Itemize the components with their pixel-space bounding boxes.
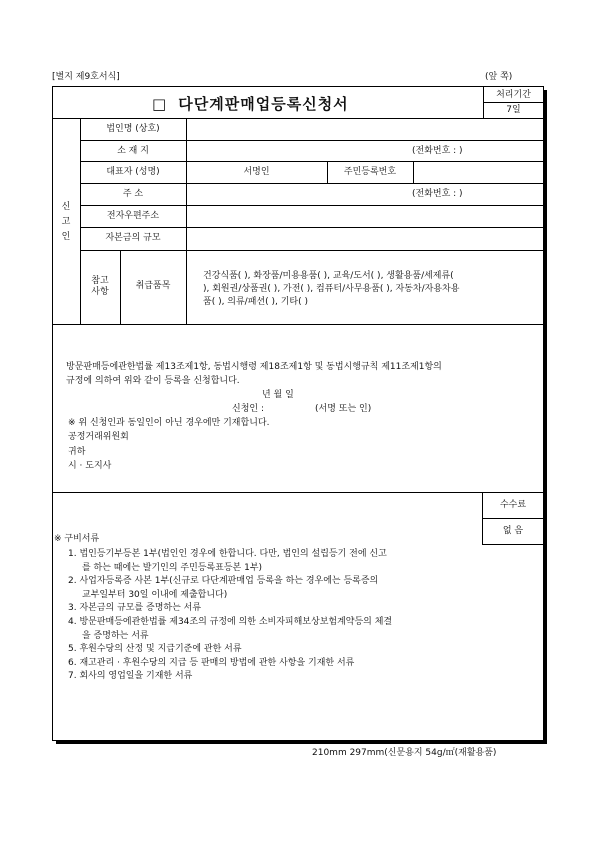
handled-items-options[interactable]: 건강식품( ), 화장품/미용용품( ), 교육/도서( ), 생활용품/세제류( ), 회원권/상품권( ), 가전( ), 컴퓨터/사무용품( ), 자동차/자용차용 품( ), 의류/패션( ), 기타( ) (203, 271, 460, 307)
home-address-field[interactable] (188, 185, 408, 204)
home-address-label: 주 소 (122, 189, 144, 199)
doc-item: 를 하는 때에는 발기인의 주민등록표등본 1부) (82, 562, 263, 573)
processing-period-label: 처리기간 (496, 90, 531, 100)
paper-spec: 210mm 297mm(신문용지 54g/㎡(재활용품) (312, 748, 497, 758)
page-side-label: (앞 쪽) (485, 72, 513, 82)
doc-item: 3. 자본금의 규모를 증명하는 서류 (68, 603, 202, 614)
home-phone-field[interactable]: (전화번호 : ) (412, 189, 463, 199)
handled-items-label: 취급품목 (135, 281, 171, 291)
required-docs-list (68, 548, 392, 684)
required-docs-heading: ※ 구비서류 (54, 534, 100, 544)
signature-note: (서명 또는 인) (315, 404, 372, 414)
doc-item: 을 증명하는 서류 (82, 630, 149, 641)
recipient-ftc: 공정거래위원회 (68, 432, 129, 442)
representative-label: 대표자 (성명) (106, 167, 160, 177)
business-address-label: 소 재 지 (117, 146, 149, 156)
doc-item: 7. 회사의 영업일을 기재한 서류 (68, 671, 193, 682)
signer-label: 서명인 (243, 167, 270, 177)
recipient-governor: 시 · 도지사 (68, 461, 112, 471)
applicant-group-label: 신 고 인 (61, 202, 71, 242)
fee-value: 없 음 (502, 526, 524, 536)
applicant-signature-label: 신청인 : (232, 404, 264, 414)
reference-label: 참고 사항 (91, 276, 109, 297)
doc-item: 1. 법인등기부등본 1부(법인인 경우에 한합니다. 다만, 법인의 설립등기 전에 신고 (68, 549, 387, 559)
statement-note: ※ 위 신청인과 동일인이 아닌 경우에만 기재합니다. (68, 418, 270, 428)
statement-line-2: 규정에 의하여 위와 같이 등록을 신청합니다. (66, 376, 240, 386)
form-number: [별지 제9호서식] (52, 72, 120, 82)
doc-item: 2. 사업자등록증 사본 1부(신규로 다단계판매업 등록을 하는 경우에는 등록증의 (68, 576, 379, 587)
checkbox-icon: □ (152, 95, 168, 113)
frame-shadow-bottom (56, 741, 547, 744)
doc-item: 5. 후원수당의 산정 및 지급기준에 관한 서류 (68, 644, 242, 655)
resident-number-label: 주민등록번호 (343, 167, 397, 177)
corp-name-field[interactable] (188, 120, 542, 139)
business-phone-field[interactable]: (전화번호 : ) (412, 146, 463, 156)
email-field[interactable] (188, 207, 542, 226)
corp-name-label: 법인명 (상호) (106, 124, 160, 134)
statement-line-1: 방문판매등에관한법률 제13조제1항, 동법시행령 제18조제1항 및 동법시행규칙 제11조제1항의 (66, 362, 442, 372)
recipient-honorific: 귀하 (68, 447, 86, 457)
doc-item: 6. 재고관리 · 후원수당의 지급 등 판매의 방법에 관한 사항을 기재한 서류 (68, 657, 355, 668)
processing-period-value: 7일 (506, 105, 521, 115)
doc-item: 교부일부터 30일 이내에 제출합니다) (82, 589, 228, 600)
frame-shadow-right (544, 90, 547, 743)
email-label: 전자우편주소 (106, 211, 160, 221)
fee-label: 수수료 (499, 500, 527, 510)
doc-item: 4. 방문판매등에관한법률 제34조의 규정에 의한 소비자피해보상보험계약등의 체결 (68, 616, 393, 627)
form-title-text: 다단계판매업등록신청서 (178, 95, 349, 113)
application-date[interactable]: 년 월 일 (262, 390, 294, 400)
resident-number-field[interactable] (415, 163, 542, 182)
form-title (152, 93, 349, 114)
business-address-field[interactable] (188, 142, 408, 160)
capital-field[interactable] (188, 229, 542, 249)
capital-label: 자본금의 규모 (105, 233, 161, 243)
